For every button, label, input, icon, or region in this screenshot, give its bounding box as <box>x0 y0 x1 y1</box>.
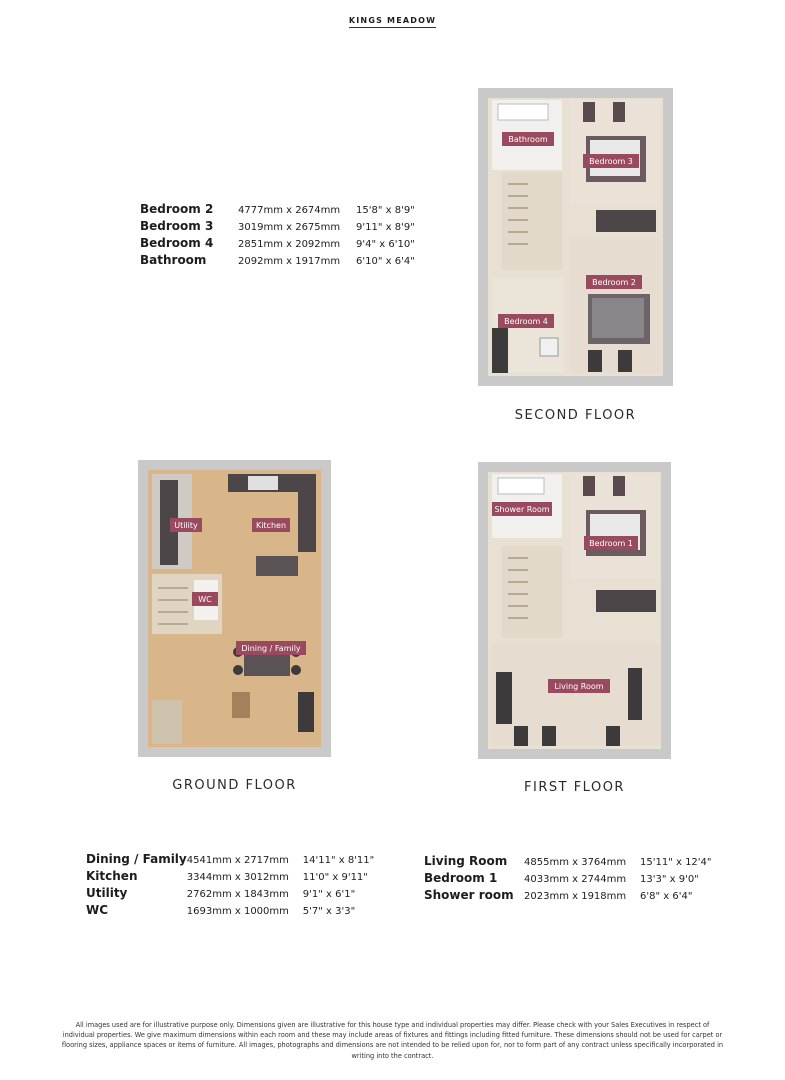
room-name: Bedroom 4 <box>140 236 214 250</box>
room-name: Dining / Family <box>86 852 187 866</box>
room-metric: 3019mm x 2675mm <box>238 222 341 233</box>
room-name: Shower room <box>424 888 514 902</box>
room-metric: 2092mm x 1917mm <box>238 256 341 267</box>
room-tag-bathroom: Bathroom <box>508 135 548 144</box>
room-imperial: 9'1" x 6'1" <box>302 889 356 900</box>
second-floor-label: SECOND FLOOR <box>514 408 637 423</box>
room-metric: 4033mm x 2744mm <box>524 874 627 885</box>
brand-name: KINGS MEADOW <box>349 16 436 28</box>
room-tag-bedroom-4: Bedroom 4 <box>504 317 548 326</box>
second-floor-plan <box>478 88 673 386</box>
dimension-row <box>86 869 374 886</box>
first-floor-label: FIRST FLOOR <box>524 780 625 795</box>
room-imperial: 6'8" x 6'4" <box>640 891 693 902</box>
ground-floor-dimensions <box>86 852 374 920</box>
room-metric: 3344mm x 3012mm <box>186 872 289 883</box>
second-floor-dimensions <box>140 202 415 270</box>
dimension-row <box>86 886 374 903</box>
dimension-row <box>86 903 374 920</box>
dimension-row <box>424 888 712 905</box>
first-floor-plan <box>478 462 671 759</box>
room-metric: 2762mm x 1843mm <box>186 889 289 900</box>
room-tag-dining-family: Dining / Family <box>241 644 301 653</box>
first-floor-dimensions <box>424 854 712 905</box>
dimension-row <box>424 871 712 888</box>
ground-floor-plan <box>138 460 331 757</box>
room-name: Bedroom 1 <box>424 871 498 885</box>
room-metric: 4855mm x 3764mm <box>524 857 627 868</box>
room-tag-bedroom-2: Bedroom 2 <box>592 278 636 287</box>
room-imperial: 9'4" x 6'10" <box>356 239 415 250</box>
room-name: Living Room <box>424 854 508 868</box>
room-name: Utility <box>86 886 128 900</box>
room-tag-kitchen: Kitchen <box>255 521 287 530</box>
room-metric: 1693mm x 1000mm <box>186 906 289 917</box>
dimension-row <box>424 854 712 871</box>
room-imperial: 13'3" x 9'0" <box>640 874 699 885</box>
room-tag-utility: Utility <box>174 521 198 530</box>
room-tag-living-room: Living Room <box>554 682 604 691</box>
disclaimer-text: All images used are for illustrative purpose only. Dimensions given are illustrative for this house type and individual properties may differ. Please check with your Sales Executives in respect of individual properties. We give maximum dimensions within each room and these may include areas of fixtures and fittings including fitted furniture. These dimensions should not be used for carpet or flooring sizes, appliance spaces or items of furniture. All images, photographs and dimensions are not intended to be relied upon for, nor to form part of any contract unless specifically incorporated in writing into the contract. <box>61 1021 724 1060</box>
room-metric: 2851mm x 2092mm <box>238 239 341 250</box>
room-name: Bathroom <box>140 253 207 267</box>
room-name: Bedroom 2 <box>140 202 214 216</box>
room-metric: 4777mm x 2674mm <box>238 205 341 216</box>
room-tag-wc: WC <box>198 595 212 604</box>
room-name: WC <box>86 903 109 917</box>
ground-floor-label: GROUND FLOOR <box>172 778 297 793</box>
room-metric: 2023mm x 1918mm <box>524 891 627 902</box>
room-imperial: 6'10" x 6'4" <box>356 256 415 267</box>
room-metric: 4541mm x 2717mm <box>186 855 289 866</box>
dimension-row <box>140 219 415 236</box>
dimension-row <box>86 852 374 869</box>
room-name: Kitchen <box>86 869 138 883</box>
dimension-row <box>140 253 415 270</box>
dimension-row <box>140 202 415 219</box>
room-imperial: 11'0" x 9'11" <box>302 872 368 883</box>
room-tag-bedroom-1: Bedroom 1 <box>589 539 633 548</box>
room-tag-bedroom-3: Bedroom 3 <box>589 157 633 166</box>
brand-header <box>0 8 785 27</box>
room-name: Bedroom 3 <box>140 219 214 233</box>
room-tag-shower-room: Shower Room <box>494 505 550 514</box>
room-imperial: 14'11" x 8'11" <box>302 855 375 866</box>
dimension-row <box>140 236 415 253</box>
room-imperial: 15'11" x 12'4" <box>640 857 712 868</box>
room-imperial: 5'7" x 3'3" <box>302 906 356 917</box>
room-imperial: 15'8" x 8'9" <box>356 205 415 216</box>
room-imperial: 9'11" x 8'9" <box>356 222 415 233</box>
